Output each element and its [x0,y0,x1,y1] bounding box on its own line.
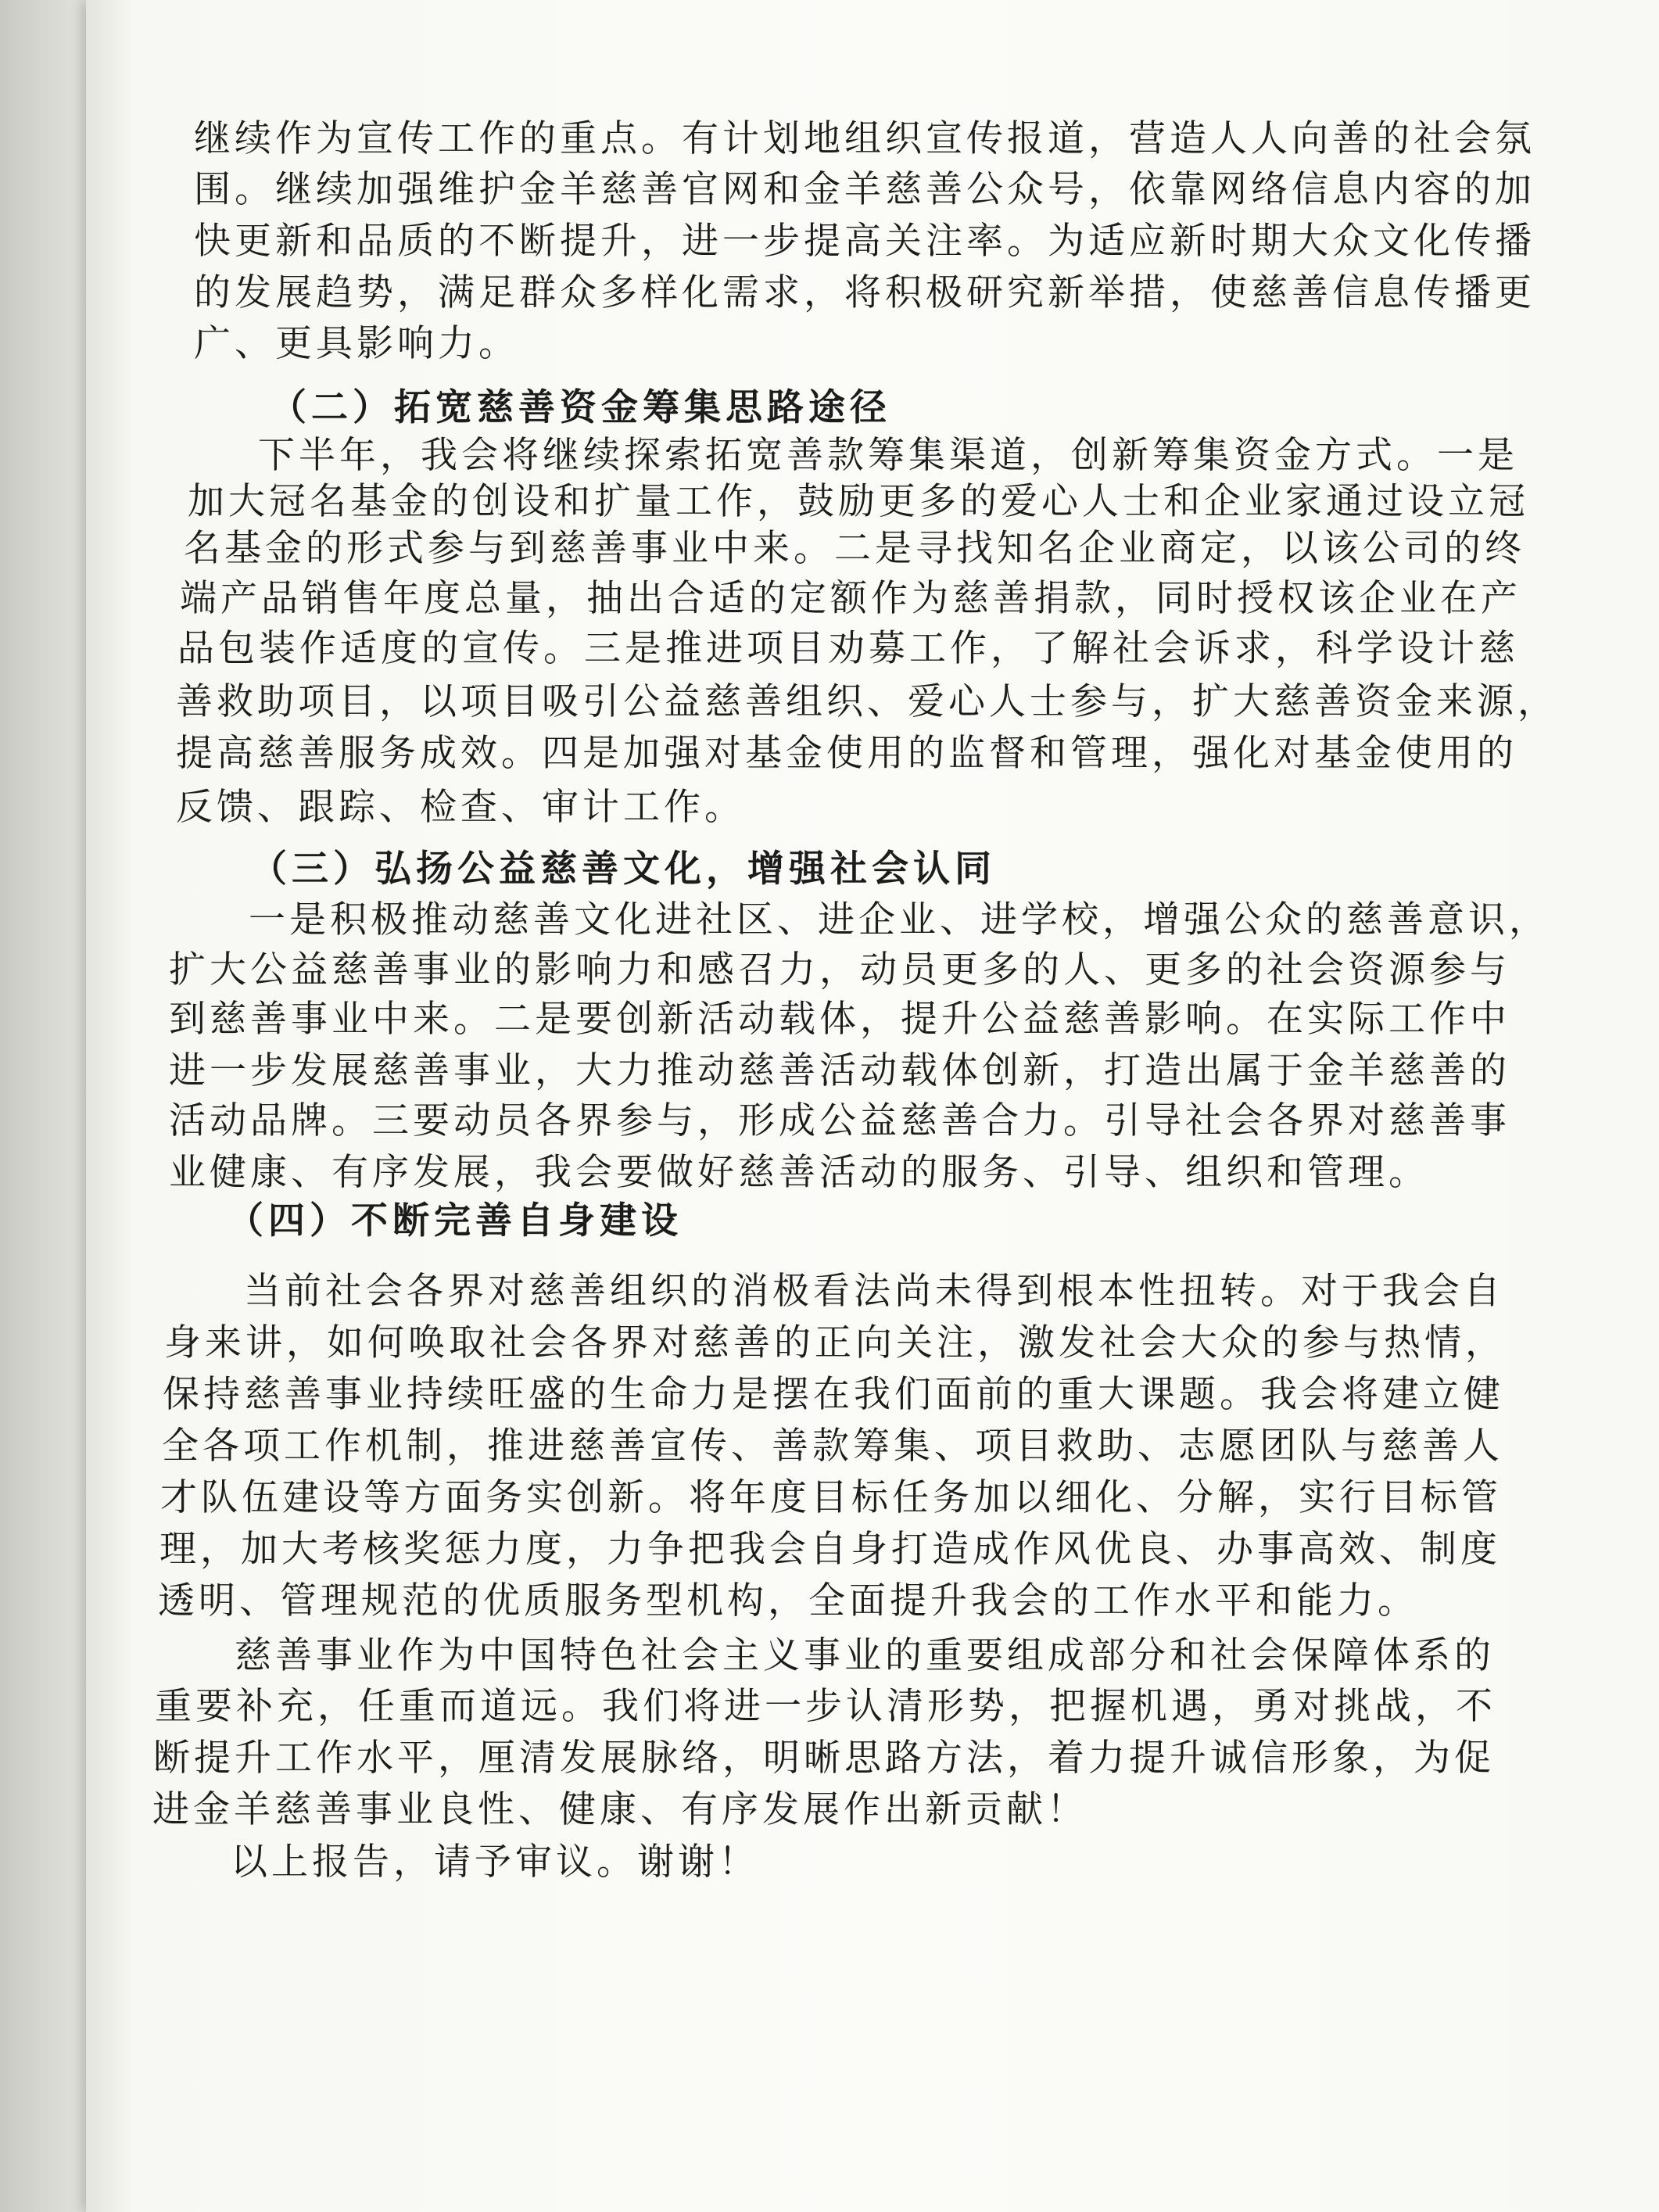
text-line: 进一步发展慈善事业，大力推动慈善活动载体创新，打造出属于金羊慈善的 [169,1049,1510,1092]
section-heading-2: （二）拓宽慈善资金筹集思路途径 [270,386,891,429]
text-line: 全各项工作机制，推进慈善宣传、善款筹集、项目救助、志愿团队与慈善人 [162,1425,1503,1468]
text-line: 品包装作适度的宣传。三是推进项目劝募工作，了解社会诉求，科学设计慈 [177,627,1519,670]
text-line: 扩大公益慈善事业的影响力和感召力，动员更多的人、更多的社会资源参与 [169,948,1510,991]
text-line: 重要补充，任重而道远。我们将进一步认清形势，把握机遇，勇对挑战，不 [155,1685,1496,1728]
text-line: 继续作为宣传工作的重点。有计划地组织宣传报道，营造人人向善的社会氛 [194,117,1535,160]
text-line: 端产品销售年度总量，抽出合适的定额作为慈善捐款，同时授权该企业在产 [180,577,1521,620]
text-line: 理，加大考核奖惩力度，力争把我会自身打造成作风优良、办事高效、制度 [159,1528,1501,1571]
text-line: 的发展趋势，满足群众多样化需求，将积极研究新举措，使慈善信息传播更 [194,271,1535,314]
text-line: 一是积极推动慈善文化进社区、进企业、进学校，增强公众的慈善意识， [249,898,1550,941]
text-line: 活动品牌。三要动员各界参与，形成公益慈善合力。引导社会各界对慈善事 [169,1099,1510,1142]
text-line: 业健康、有序发展，我会要做好慈善活动的服务、引导、组织和管理。 [169,1151,1429,1194]
text-line: 下半年，我会将继续探索拓宽善款筹集渠道，创新筹集资金方式。一是 [258,434,1518,477]
section-heading-3: （三）弘扬公益慈善文化，增强社会认同 [250,848,996,891]
text-line: 才队伍建设等方面务实创新。将年度目标任务加以细化、分解，实行目标管 [160,1476,1502,1519]
text-line: 进金羊慈善事业良性、健康、有序发展作出新贡献！ [152,1788,1087,1831]
text-line: 围。继续加强维护金羊慈善官网和金羊慈善公众号，依靠网络信息内容的加 [194,168,1535,211]
text-line: 到慈善事业中来。二是要创新活动载体，提升公益慈善影响。在实际工作中 [169,998,1510,1041]
text-line: 断提升工作水平，厘清发展脉络，明晰思路方法，着力提升诚信形象，为促 [153,1737,1495,1780]
text-line: 慈善事业作为中国特色社会主义事业的重要组成部分和社会保障体系的 [235,1634,1495,1677]
text-line: 名基金的形式参与到慈善事业中来。二是寻找知名企业商定，以该公司的终 [184,527,1525,570]
text-line: 提高慈善服务成效。四是加强对基金使用的监督和管理，强化对基金使用的 [176,732,1517,775]
text-line: 保持慈善事业持续旺盛的生命力是摆在我们面前的重大课题。我会将建立健 [163,1373,1504,1416]
section-heading-4: （四）不断完善自身建设 [227,1199,683,1242]
text-line: 当前社会各界对慈善组织的消极看法尚未得到根本性扭转。对于我会自 [244,1270,1504,1313]
text-line: 善救助项目，以项目吸引公益慈善组织、爱心人士参与，扩大慈善资金来源， [176,680,1558,723]
text-line: 反馈、跟踪、检查、审计工作。 [176,786,745,829]
closing-line: 以上报告，请予审议。谢谢！ [231,1841,759,1884]
text-line: 快更新和品质的不断提升，进一步提高关注率。为适应新时期大众文化传播 [194,220,1535,263]
text-line: 身来讲，如何唤取社会各界对慈善的正向关注，激发社会大众的参与热情， [164,1321,1506,1364]
text-line: 透明、管理规范的优质服务型机构，全面提升我会的工作水平和能力。 [158,1579,1418,1622]
text-line: 广、更具影响力。 [194,322,519,365]
text-line: 加大冠名基金的创设和扩量工作，鼓励更多的爱心人士和企业家通过设立冠 [188,480,1529,523]
